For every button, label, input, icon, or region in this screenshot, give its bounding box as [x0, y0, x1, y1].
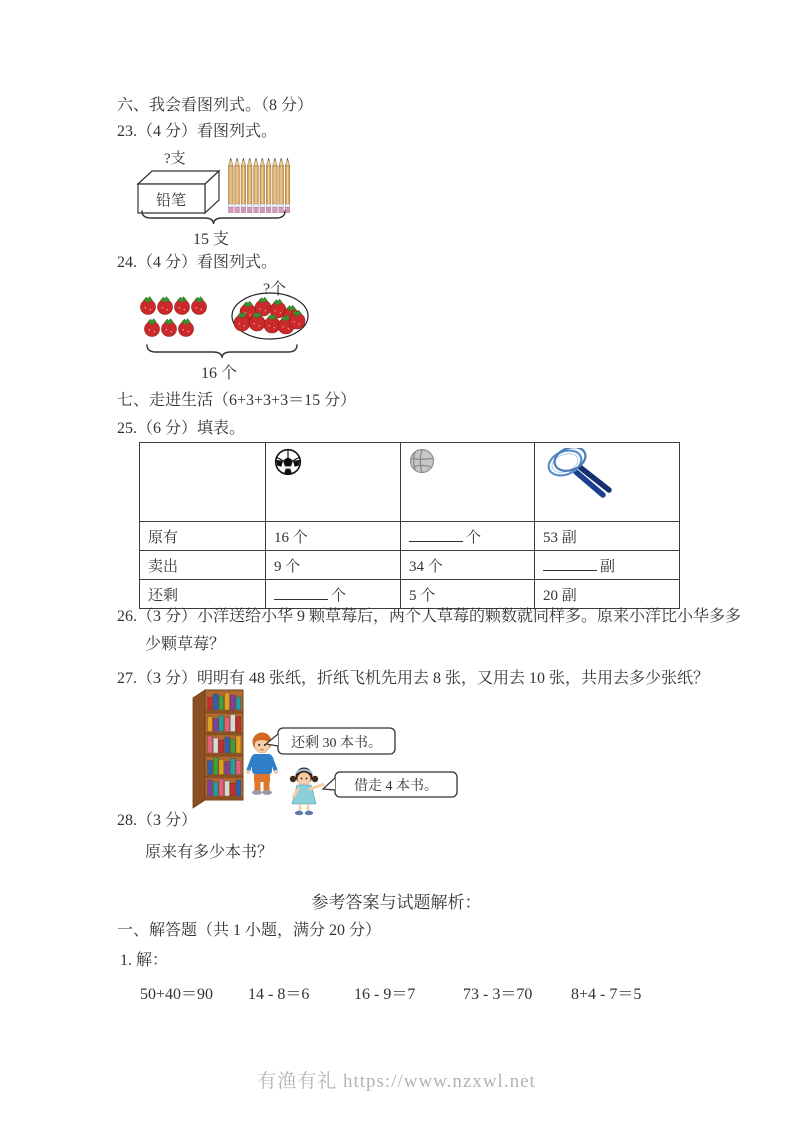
pencil-figure	[130, 146, 320, 246]
table-cell	[401, 522, 535, 551]
table-header-cell	[266, 443, 401, 522]
unknown-count-label: ?个	[263, 281, 287, 298]
answers-section-heading: 一、解答题（共 1 小题，满分 20 分）	[117, 922, 382, 939]
unit-label: 副	[600, 558, 616, 575]
table-row	[140, 522, 680, 551]
fill-table	[139, 442, 680, 609]
speech-bubble-boy-text: 还剩 30 本书。	[291, 736, 382, 751]
question-27-text: 27.（3 分）明明有 48 张纸，折纸飞机先用去 8 张，又用去 10 张，共用去多少张纸？	[117, 670, 710, 687]
blank-underline[interactable]	[543, 557, 597, 571]
pencils-group	[229, 158, 290, 213]
question-25-label: 25.（6 分）填表。	[117, 420, 246, 437]
page-footer: 有渔有礼 https://www.nzxwl.net	[257, 1071, 536, 1092]
table-cell: 53 副	[535, 522, 680, 551]
table-cell	[266, 580, 401, 609]
bookshelf	[193, 690, 243, 808]
pencil-box-label: 铅笔	[156, 193, 187, 209]
table-row	[140, 580, 680, 609]
answer-equation: 50+40＝90	[140, 986, 214, 1003]
basketball-icon	[409, 448, 435, 474]
question-26-text: 26.（3 分）小洋送给小华 9 颗草莓后，两个人草莓的颗数就同样多。原来小洋比小华多多	[117, 608, 742, 625]
table-header-cell	[535, 443, 680, 522]
blank-underline[interactable]	[409, 528, 463, 542]
speech-bubble-girl-text: 借走 4 本书。	[354, 779, 438, 794]
answer-equation: 73 - 3＝70	[463, 986, 533, 1003]
girl	[290, 768, 323, 816]
question-28-text: 原来有多少本书？	[145, 844, 274, 861]
table-cell: 16 个	[266, 522, 401, 551]
strawberry-plate	[234, 297, 305, 334]
total-brace	[147, 345, 297, 358]
table-header-empty-cell	[140, 443, 266, 522]
table-cell: 34 个	[401, 551, 535, 580]
soccer-ball-icon	[274, 448, 302, 476]
answer-equation: 14 - 8＝6	[248, 986, 310, 1003]
question-26-text-line2: 少颗草莓？	[145, 636, 226, 653]
loose-strawberries	[141, 297, 207, 337]
row-label: 还剩	[140, 580, 266, 609]
table-row	[140, 551, 680, 580]
section-six-heading: 六、我会看图列式。（8 分）	[117, 97, 314, 114]
question-28-label: 28.（3 分）	[117, 812, 198, 829]
row-label: 原有	[140, 522, 266, 551]
answer-item-label: 1. 解：	[120, 952, 169, 969]
answer-equation: 8+4 - 7＝5	[571, 986, 642, 1003]
table-cell: 5 个	[401, 580, 535, 609]
unknown-count-label: ?支	[164, 151, 186, 167]
table-cell	[535, 551, 680, 580]
table-cell: 9 个	[266, 551, 401, 580]
strawberry-figure	[130, 272, 340, 384]
badminton-rackets-icon	[543, 448, 615, 506]
table-cell: 20 副	[535, 580, 680, 609]
unit-label: 个	[466, 529, 482, 546]
total-count-label: 16 个	[201, 365, 238, 382]
table-header-cell	[401, 443, 535, 522]
answers-heading: 参考答案与试题解析：	[311, 893, 482, 912]
answer-equation: 16 - 9＝7	[354, 986, 416, 1003]
question-23-label: 23.（4 分）看图列式。	[117, 123, 278, 140]
section-seven-heading: 七、走进生活（6+3+3+3＝15 分）	[117, 392, 357, 409]
unit-label: 个	[331, 587, 347, 604]
blank-underline[interactable]	[274, 586, 328, 600]
row-label: 卖出	[140, 551, 266, 580]
question-24-label: 24.（4 分）看图列式。	[117, 254, 278, 271]
total-count-label: 15 支	[193, 231, 230, 248]
bookshelf-figure	[180, 688, 470, 830]
table-header-row	[140, 443, 680, 522]
